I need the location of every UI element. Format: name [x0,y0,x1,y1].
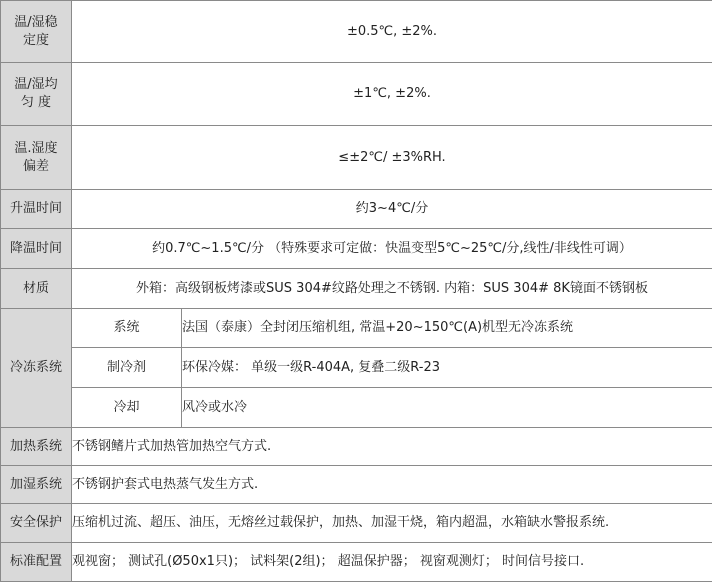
value-standard: 观视窗； 测试孔(Ø50x1只)； 试料架(2组)； 超温保护器； 视窗观测灯； 时间信号接口. [72,543,712,582]
label-safety: 安全保护 [1,504,72,543]
row-cooling-time [1,229,712,269]
label-humidify-system: 加湿系统 [1,466,72,504]
row-refrigerant [1,348,712,388]
label-temp-stability [1,1,72,63]
label-heating-time: 升温时间 [1,190,72,229]
label-cooling: 冷却 [72,388,182,428]
value-heating-system: 不锈钢鳍片式加热管加热空气方式. [72,428,712,466]
label-material: 材质 [1,269,72,309]
label-temp-uniformity-line1: 温/湿均 [14,77,58,92]
row-heating-time [1,190,712,229]
label-temp-deviation-line2: 偏差 [22,158,49,174]
label-temp-deviation [1,126,72,190]
row-refrigeration-system [1,309,712,348]
label-temp-stability-line1: 温/湿稳 [14,14,58,30]
row-temp-stability [1,1,712,63]
label-temp-uniformity [1,63,72,126]
label-refrigeration: 冷冻系统 [1,309,72,428]
value-material: 外箱：高级钢板烤漆或SUS 304#纹路处理之不锈钢. 内箱：SUS 304# 8K镜面不锈钢板 [72,269,712,309]
value-temp-deviation: ≤±2℃/ ±3%RH. [72,126,712,190]
value-safety: 压缩机过流、超压、油压，无熔丝过载保护，加热、加湿干烧，箱内超温，水箱缺水警报系统. [72,504,712,543]
value-humidify-system: 不锈钢护套式电热蒸气发生方式. [72,466,712,504]
value-temp-stability: ±0.5℃, ±2%. [72,1,712,63]
row-safety [1,504,712,543]
row-humidify-system [1,466,712,504]
label-cooling-time: 降温时间 [1,229,72,269]
value-heating-time: 约3~4℃/分 [72,190,712,229]
row-heating-system [1,428,712,466]
label-refrigeration-system: 系统 [72,309,182,348]
value-cooling: 风冷或水冷 [182,388,712,428]
row-cooling [1,388,712,428]
label-standard: 标准配置 [1,543,72,582]
value-temp-uniformity: ±1℃, ±2%. [72,63,712,126]
label-temp-stability-line2: 定度 [22,32,49,48]
row-standard [1,543,712,582]
label-refrigerant: 制冷剂 [72,348,182,388]
value-cooling-time: 约0.7℃~1.5℃/分 （特殊要求可定做：快温变型5℃~25℃/分,线性/非线性可调） [72,229,712,269]
row-material [1,269,712,309]
label-temp-deviation-line1: 温.湿度 [14,140,58,156]
value-refrigerant: 环保冷媒： 单级一级R-404A, 复叠二级R-23 [182,348,712,388]
row-temp-deviation [1,126,712,190]
label-heating-system: 加热系统 [1,428,72,466]
row-temp-uniformity [1,63,712,126]
label-temp-uniformity-line2: 匀 度 [20,95,52,110]
value-refrigeration-system: 法国（泰康）全封闭压缩机组, 常温+20~150℃(A)机型无冷冻系统 [182,309,712,348]
